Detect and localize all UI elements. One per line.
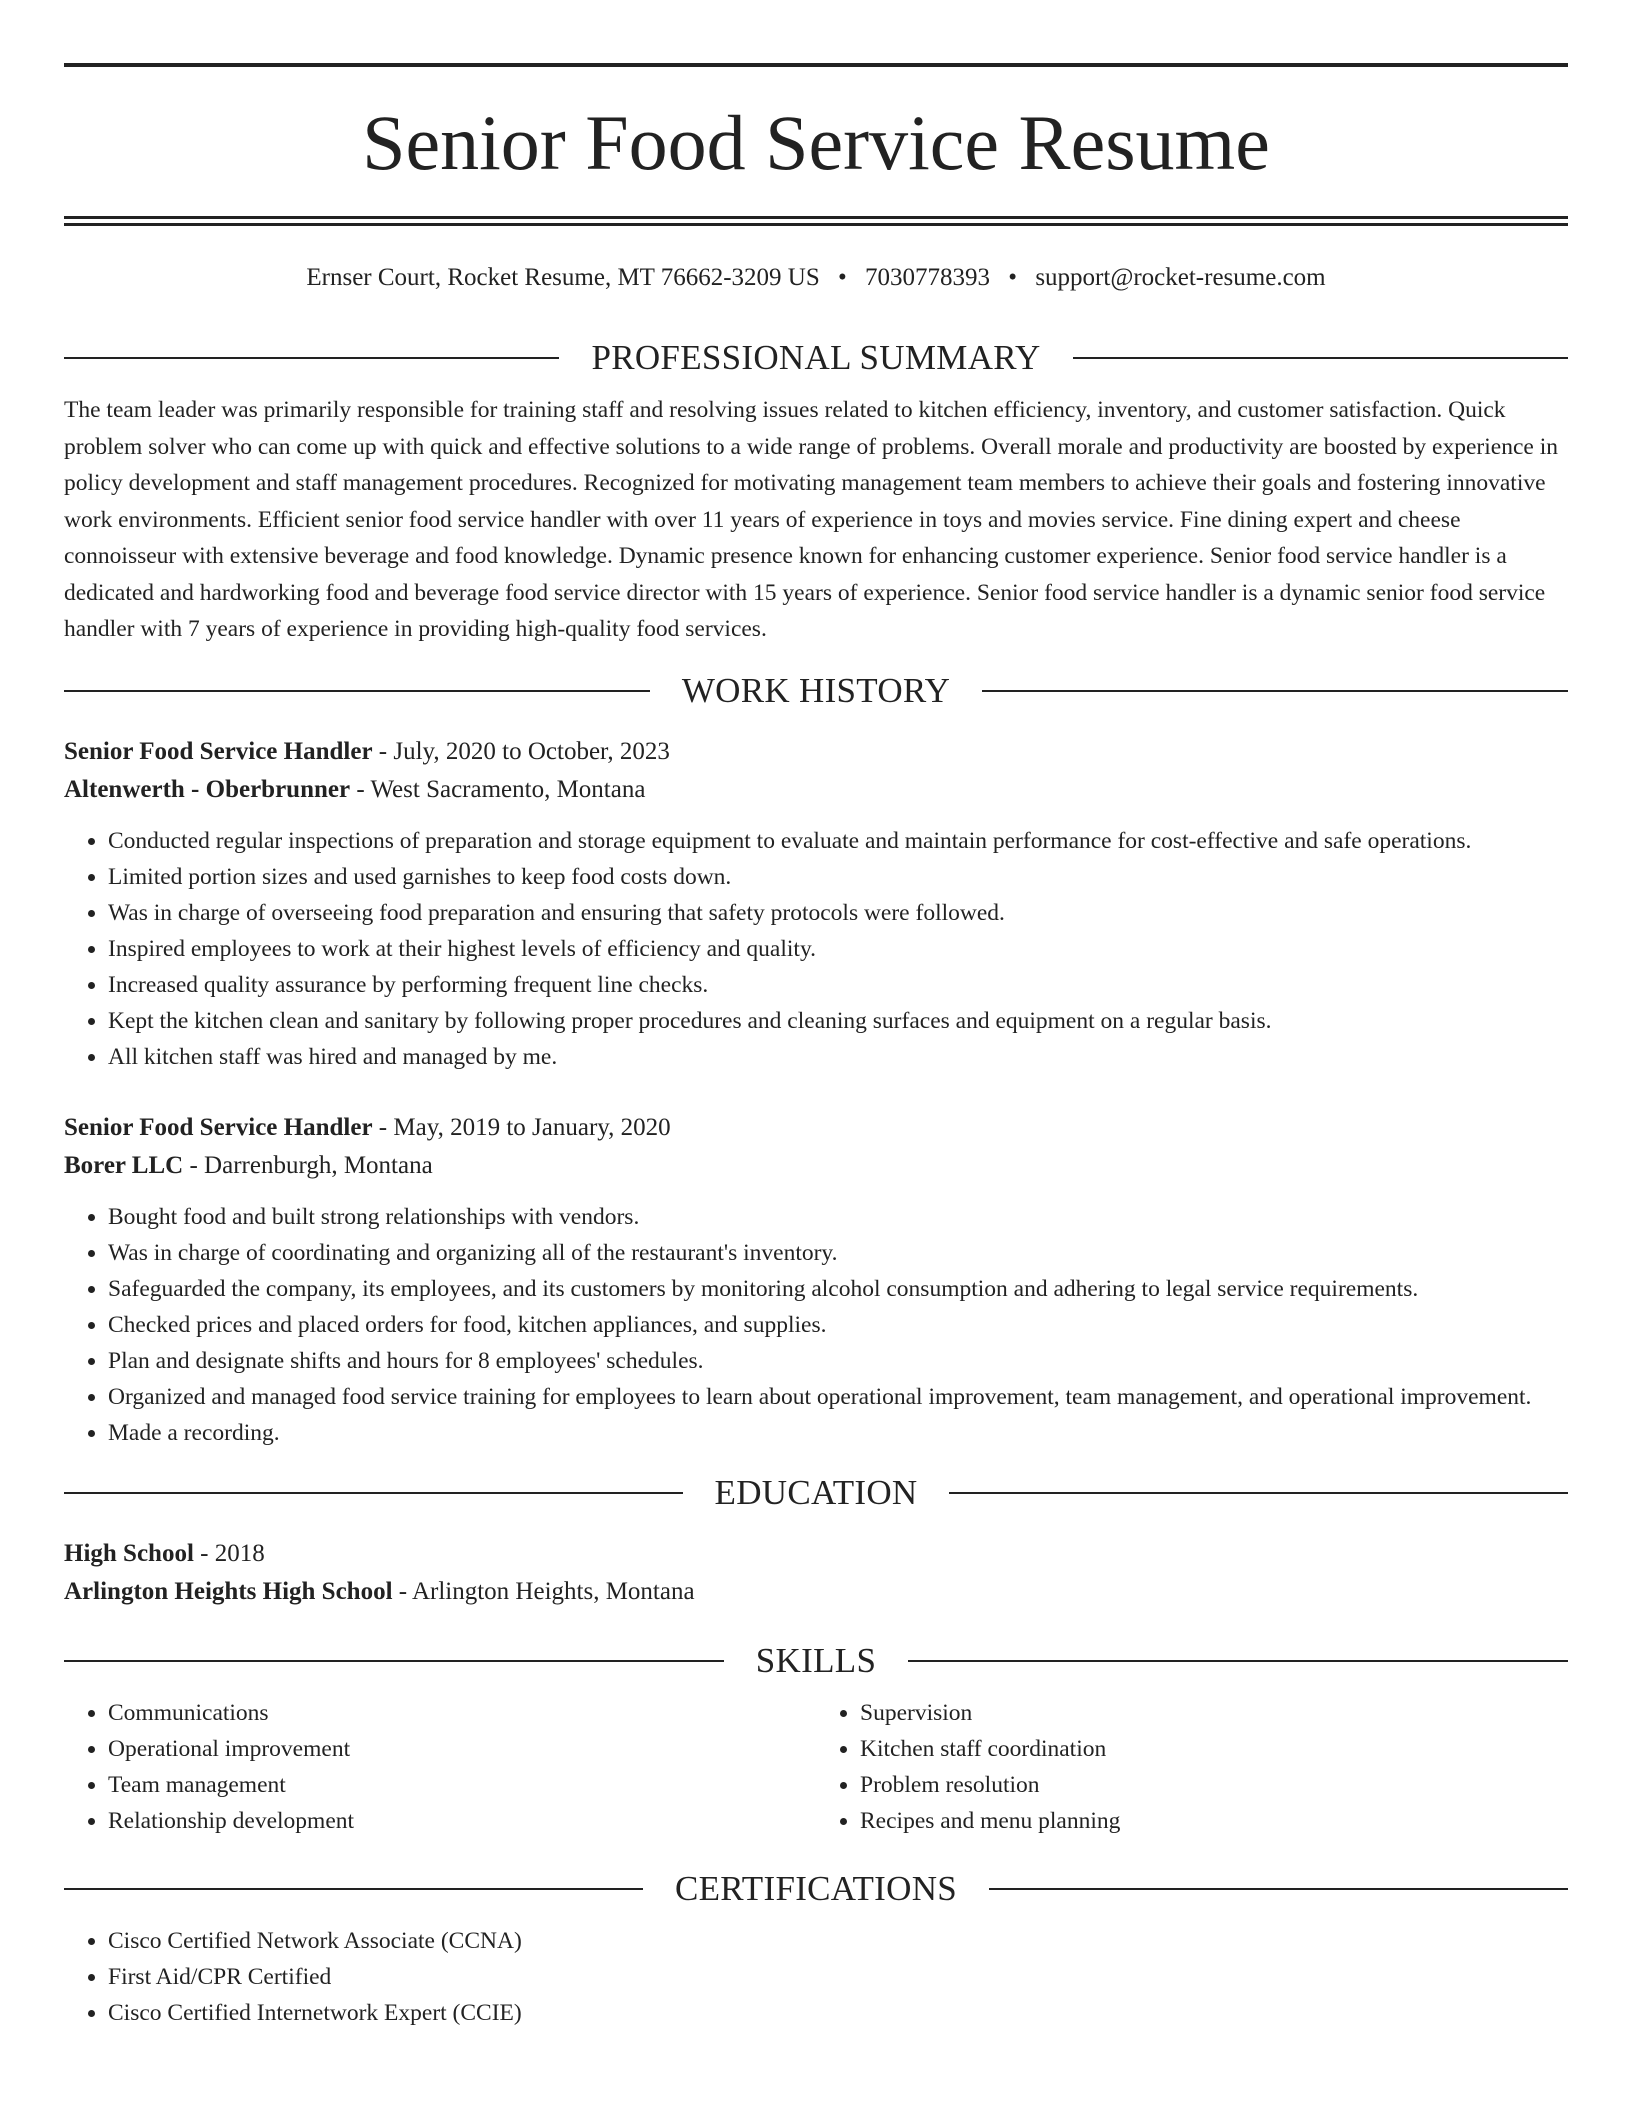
section-title: EDUCATION [714, 1473, 918, 1512]
list-item: • First Aid/CPR Certified [108, 1959, 1568, 1995]
contact-address: Ernser Court, Rocket Resume, MT 76662-3209 US [306, 264, 820, 291]
education-degree: High School [64, 1540, 194, 1567]
list-item: • Cisco Certified Internetwork Expert (CCIE) [108, 1995, 1568, 2031]
list-item: • Inspired employees to work at their highest levels of efficiency and quality. [108, 931, 1568, 967]
heading-rule [989, 1888, 1568, 1890]
job-title: Senior Food Service Handler [64, 1114, 373, 1141]
education-year: - 2018 [193, 1540, 265, 1567]
heading-rule [64, 1492, 683, 1494]
section-title: WORK HISTORY [681, 671, 951, 710]
job-employer: Altenwerth - Oberbrunner [64, 776, 351, 803]
contact-separator: • [838, 264, 847, 291]
education-degree-line [64, 1535, 1568, 1573]
section-heading-summary [64, 338, 1568, 378]
heading-rule [1073, 357, 1568, 359]
section-heading-skills [64, 1641, 1568, 1681]
job-location: - West Sacramento, Montana [350, 776, 646, 803]
contact-email: support@rocket-resume.com [1035, 264, 1326, 291]
education-entry [64, 1535, 1568, 1611]
heading-rule [64, 1660, 724, 1662]
section-title: SKILLS [755, 1641, 877, 1680]
list-item: • Plan and designate shifts and hours for 8 employees' schedules. [108, 1343, 1568, 1379]
education-school: Arlington Heights High School [64, 1578, 393, 1605]
job-title-line [64, 733, 1568, 771]
list-item: • Recipes and menu planning [860, 1803, 1568, 1839]
education-school-line [64, 1573, 1568, 1611]
list-item: • Communications [108, 1695, 816, 1731]
list-item: • Bought food and built strong relationships with vendors. [108, 1199, 1568, 1235]
heading-rule [64, 357, 559, 359]
list-item: • Made a recording. [108, 1415, 1568, 1451]
section-heading-education [64, 1473, 1568, 1513]
list-item: • Relationship development [108, 1803, 816, 1839]
job-title-line [64, 1109, 1568, 1147]
job-dates: - May, 2019 to January, 2020 [372, 1114, 671, 1141]
contact-line [64, 262, 1568, 294]
job-location: - Darrenburgh, Montana [183, 1152, 433, 1179]
job-bullets [64, 1199, 1568, 1451]
list-item: • Safeguarded the company, its employees, and its customers by monitoring alcohol consumption and adhering to legal service requirements. [108, 1271, 1568, 1307]
list-item: • Kept the kitchen clean and sanitary by following proper procedures and cleaning surfaces and equipment on a regular basis. [108, 1003, 1568, 1039]
list-item: • Organized and managed food service training for employees to learn about operational improvement, team management, and operational improvement. [108, 1379, 1568, 1415]
section-title: CERTIFICATIONS [674, 1869, 958, 1908]
heading-rule [64, 1888, 643, 1890]
job-employer-line [64, 771, 1568, 809]
skills-column-right [816, 1695, 1568, 1839]
section-heading-certifications [64, 1869, 1568, 1909]
summary-text: The team leader was primarily responsible for training staff and resolving issues related to kitchen efficiency, inventory, and customer satisfaction. Quick problem solver who can come up with quick and effective solutions to a wide range of problems. Overall morale and productivity are boosted by experience in policy development and staff management procedures. Recognized for motivating management team members to achieve their goals and fostering innovative work environments. Efficient senior food service handler with over 11 years of experience in toys and movies service. Fine dining expert and cheese connoisseur with extensive beverage and food knowledge. Dynamic presence known for enhancing customer experience. Senior food service handler is a dedicated and hardworking food and beverage food service director with 15 years of experience. Senior food service handler is a dynamic senior food service handler with 7 years of experience in providing high-quality food services. [64, 397, 1558, 642]
contact-separator: • [1008, 264, 1018, 291]
certifications-bullets [64, 1923, 1568, 2031]
list-item: • Was in charge of overseeing food preparation and ensuring that safety protocols were followed. [108, 895, 1568, 931]
job-bullets [64, 823, 1568, 1075]
education-location: - Arlington Heights, Montana [392, 1578, 695, 1605]
job-dates: - July, 2020 to October, 2023 [372, 738, 670, 765]
job-entry [64, 1109, 1568, 1451]
contact-phone: 7030778393 [865, 264, 991, 291]
heading-rule [982, 690, 1568, 692]
list-item: • Increased quality assurance by performing frequent line checks. [108, 967, 1568, 1003]
job-entry [64, 733, 1568, 1075]
list-item: • Checked prices and placed orders for food, kitchen appliances, and supplies. [108, 1307, 1568, 1343]
list-item: • Cisco Certified Network Associate (CCNA) [108, 1923, 1568, 1959]
list-item: • All kitchen staff was hired and managed by me. [108, 1039, 1568, 1075]
job-employer-line [64, 1147, 1568, 1185]
certifications-list [64, 1923, 1568, 2031]
job-employer: Borer LLC [64, 1152, 184, 1179]
heading-rule [908, 1660, 1568, 1662]
section-heading-work [64, 671, 1568, 711]
list-item: • Supervision [860, 1695, 1568, 1731]
resume-page [64, 0, 1568, 2031]
list-item: • Team management [108, 1767, 816, 1803]
list-item: • Problem resolution [860, 1767, 1568, 1803]
job-title: Senior Food Service Handler [64, 738, 373, 765]
heading-rule [64, 690, 650, 692]
heading-rule [949, 1492, 1568, 1494]
list-item: • Operational improvement [108, 1731, 816, 1767]
section-title: PROFESSIONAL SUMMARY [591, 338, 1041, 377]
title-double-rule [64, 216, 1568, 226]
page-title: Senior Food Service Resume [362, 99, 1270, 186]
top-rule [64, 63, 1568, 67]
skills-column-left [64, 1695, 816, 1839]
list-item: • Limited portion sizes and used garnishes to keep food costs down. [108, 859, 1568, 895]
skills-list [64, 1695, 1568, 1839]
list-item: • Was in charge of coordinating and organizing all of the restaurant's inventory. [108, 1235, 1568, 1271]
list-item: • Conducted regular inspections of preparation and storage equipment to evaluate and maintain performance for cost-effective and safe operations. [108, 823, 1568, 859]
list-item: • Kitchen staff coordination [860, 1731, 1568, 1767]
